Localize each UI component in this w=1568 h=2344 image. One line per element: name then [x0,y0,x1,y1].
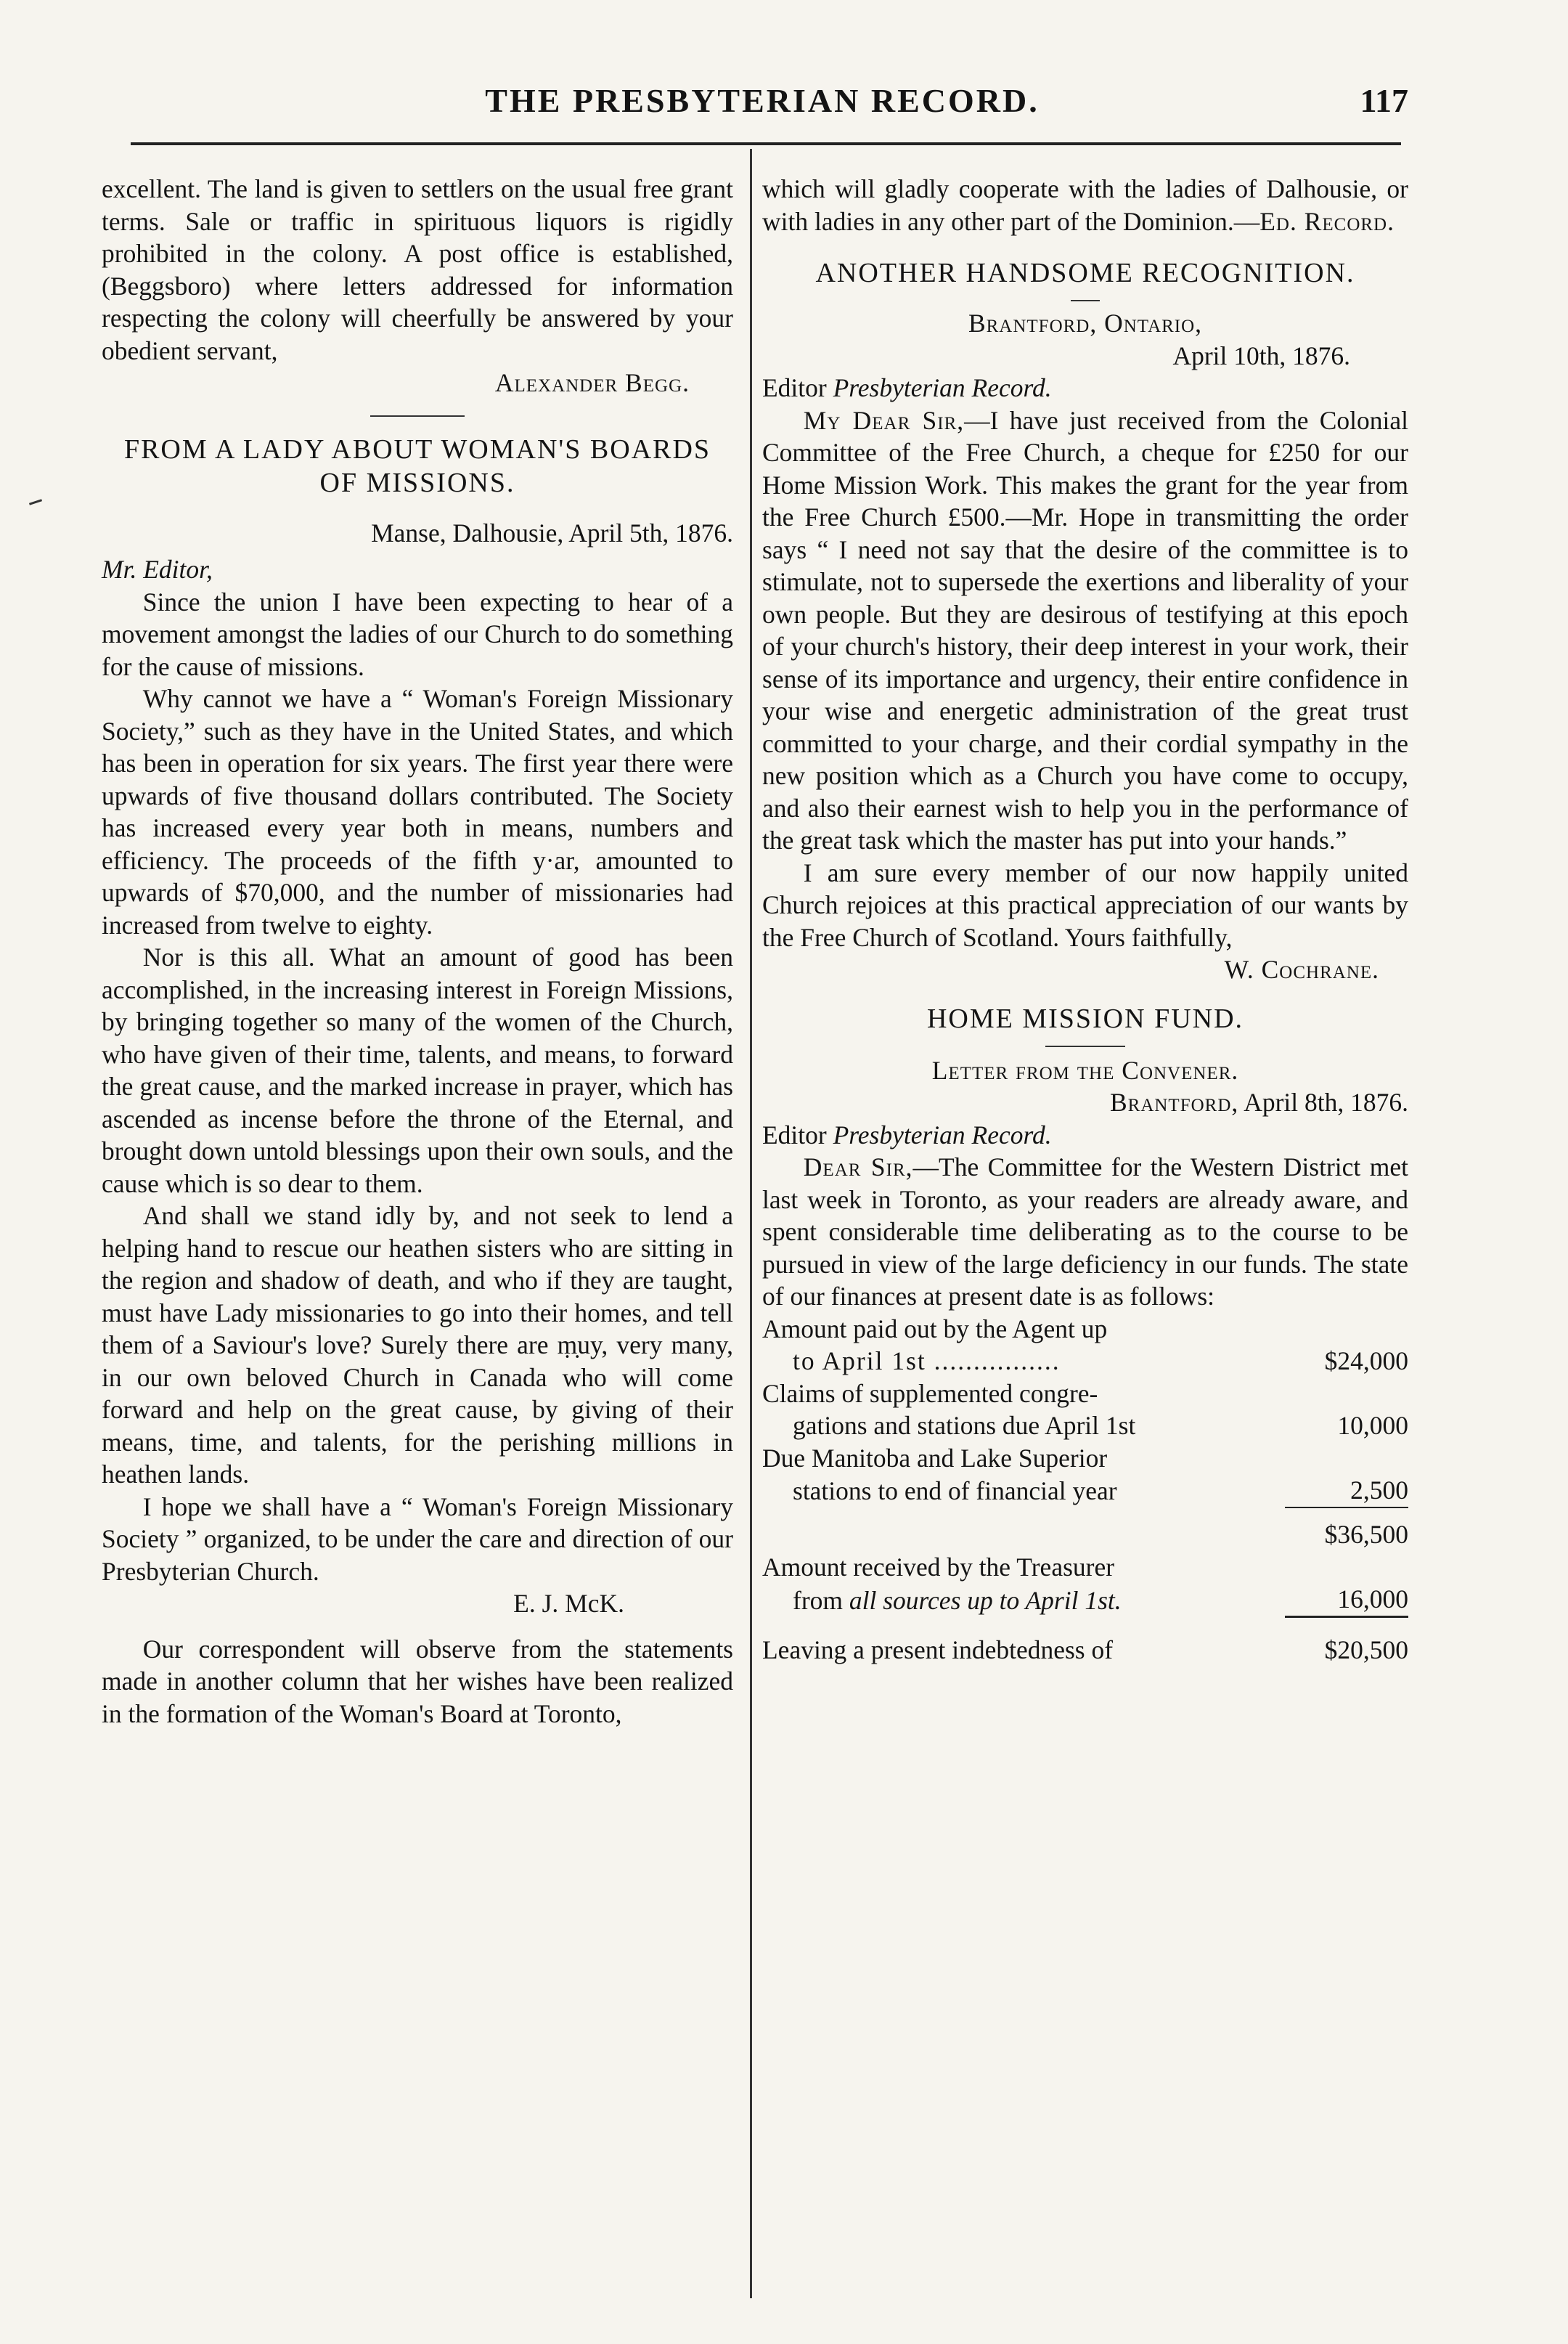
finance-total-row: Leaving a present indebtedness of $20,500 [762,1616,1408,1666]
paragraph: Since the union I have been expecting to hear of a movement amongst the ladies of our Church to do something for the cause of missions. [102,587,733,681]
salutation: Mr. Editor, [102,555,213,584]
paragraph: My Dear Sir,—I have just received from the Colonial Committee of the Free Church, a cheque for £250 for our Home Mission Work. This makes the grant for the year from the Free Church £500.—Mr. Hope in transmitting the order says “ I need not say that the desire of the committee is to stimulate, not to supersede the exertions and liberality of your own people. But they are desirous of testifying at this epoch of your church's history, their deep interest in your work, their sense of its importance and urgency, their entire confidence in your wise and energetic administration of the great trust committed to your charge, and their cordial sympathy in the new position which as a Church you have come to occupy, and also their earnest wish to help you in the performance of the great task which the master has put into your hands.” [762,405,1408,855]
page-number: 117 [1360,82,1408,119]
paragraph: Dear Sir,—The Committee for the Western District met last week in Toronto, as your readers are already aware, and spent considerable time deliberating as to the course to be pursued in view of the large deficiency in our funds. The state of our finances at present date is as follows: [762,1152,1408,1311]
finance-row: Amount paid out by the Agent up [762,1314,1108,1343]
margin-mark [29,499,42,505]
running-title: THE PRESBYTERIAN RECORD. [485,82,1040,119]
paragraph: And shall we stand idly by, and not seek to lend a helping hand to rescue our heathen sisters who are sitting in the region and shadow of death, and who if they are taught, must have Lady missionaries to go into their homes, and tell them of a Saviour's love? Surely there are ṃ̣uy, very many, in our own beloved Church in Canada who will come forward and help on the great cause, by giving of their means, time, and talents, for the perishing millions in heathen lands. [102,1201,733,1489]
right-column [762,173,1408,1666]
finance-row: stations to end of financial year 2,500 [762,1474,1408,1507]
editor-note: Our correspondent will observe from the statements made in another column that her wishes have been realized in the formation of the Woman's Board at Toronto, [102,1634,733,1728]
paragraph: Nor is this all. What an amount of good has been accomplished, in the increasing interest in Foreign Missions, by bringing together so many of the women of the Church, who have given of their time, talents, and means, to forward the great cause, and the marked increase in prayer, which has ascended as incense before the throne of the Eternal, and brought down untold blessings upon their own souls, and the cause which is so dear to them. [102,943,733,1198]
article-subtitle: Letter from the Convener. [931,1055,1239,1085]
left-column [102,173,733,1730]
finance-row: Due Manitoba and Lake Superior [762,1443,1108,1473]
column-divider [750,149,752,2298]
finance-amount: 16,000 [1337,1584,1408,1613]
note-continuation: which will gladly cooperate with the ladies of Dalhousie, or with ladies in any other part of the Dominion.—Ed. Record. [762,174,1408,236]
note-signature: Ed. Record. [1259,206,1395,236]
signature: W. Cochrane. [1224,955,1379,984]
continued-signature: Alexander Begg. [494,368,690,397]
finance-row: gations and stations due April 1st 10,000 [762,1409,1408,1442]
section-rule [1071,300,1100,301]
article-title-recognition: ANOTHER HANDSOME RECOGNITION. [815,258,1355,288]
finance-amount: 2,500 [1350,1476,1408,1505]
paragraph: Why cannot we have a “ Woman's Foreign Missionary Society,” such as they have in the United States, and which has been in operation for six years. The first year there were upwards of five thousand dollars contributed. The Society has increased every year both in means, numbers and efficiency. The proceeds of the fifth y·ar, amounted to upwards of $70,000, and the number of missionaries had increased from twelve to eighty. [102,684,733,940]
header-rule [131,142,1401,145]
finance-row: Claims of supplemented congre- [762,1378,1098,1408]
section-rule [1045,1046,1125,1047]
article-place: Brantford, Ontario, [968,309,1203,338]
finance-amount: 10,000 [1337,1411,1408,1440]
continued-paragraph: excellent. The land is given to settlers on the usual free grant terms. Sale or traffic in spirituous liquors is rigidly prohibited in the colony. A post office is established, (Beggsboro) where letters addressed for information respecting the colony will cheerfully be answered by your obedient servant, [102,174,733,365]
article-date: April 10th, 1876. [1172,341,1350,370]
paragraph: I am sure every member of our now happily united Church rejoices at this practical appreciation of our wants by the Free Church of Scotland. Yours faithfully, [762,858,1408,952]
addressee: Editor Presbyterian Record. [762,373,1052,402]
paragraph: I hope we shall have a “ Woman's Foreign Missionary Society ” organized, to be under the care and direction of our Presbyterian Church. [102,1492,733,1586]
finance-row: from all sources up to April 1st. 16,000 [762,1583,1408,1616]
dateline: Manse, Dalhousie, April 5th, 1876. [371,518,733,548]
page-header [116,81,1408,132]
finance-total: $20,500 [1285,1616,1408,1666]
finance-amount: $24,000 [1324,1346,1408,1375]
article-title-womans-boards: FROM A LADY ABOUT WOMAN'S BOARDS OF MISSIONS. [123,434,711,498]
finance-table [762,1313,1408,1667]
finance-row: Amount received by the Treasurer [762,1552,1115,1582]
finance-row: to April 1st ................ $24,000 [762,1345,1408,1377]
finance-subtotal: $36,500 [1285,1507,1408,1551]
addressee: Editor Presbyterian Record. [762,1120,1052,1149]
finance-subtotal-row [762,1507,1408,1551]
article-place-date: Brantford, April 8th, 1876. [1109,1088,1408,1117]
article-title-home-mission: HOME MISSION FUND. [926,1003,1244,1034]
signature: E. J. McK. [513,1589,624,1618]
section-rule [370,415,465,417]
